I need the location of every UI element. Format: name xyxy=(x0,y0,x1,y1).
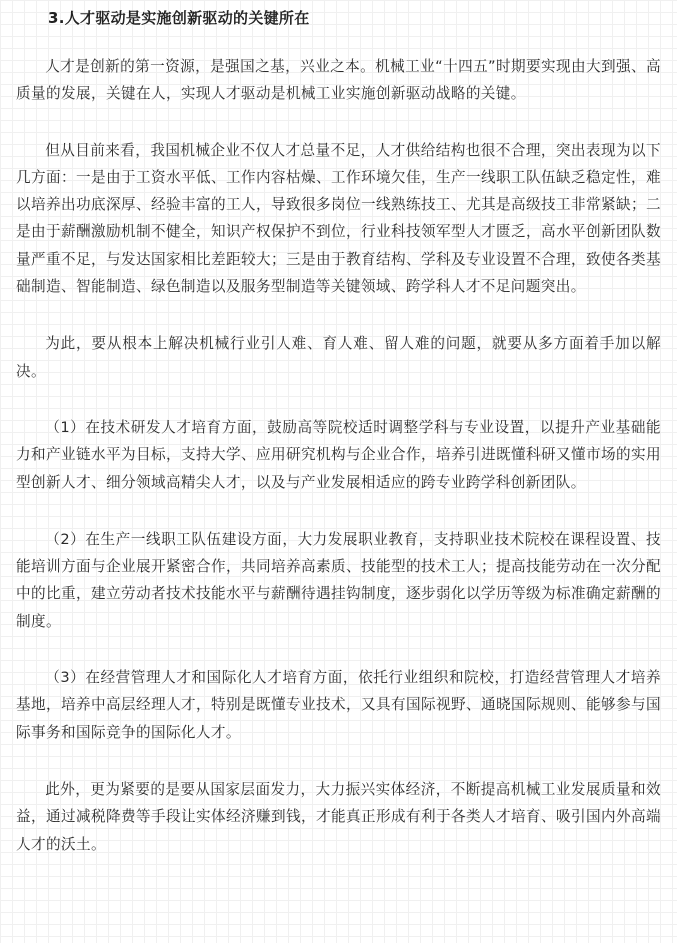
paragraph-frontline-workforce: （2）在生产一线职工队伍建设方面，大力发展职业教育，支持职业技术院校在课程设置、技能培训方面与企业展开紧密合作，共同培养高素质、技能型的技术工人；提高技能劳动在一次分配中的比重，建立劳动者技术技能水平与薪酬待遇挂钩制度，逐步弱化以学历等级为标准确定薪酬的制度。 xyxy=(16,530,661,630)
paragraph-national-level-support: 此外，更为紧要的是要从国家层面发力，大力振兴实体经济，不断提高机械工业发展质量和效益，通过减税降费等手段让实体经济赚到钱，才能真正形成有利于各类人才培育、吸引国内外高端人才的沃土。 xyxy=(16,780,661,853)
section-heading: 3.人才驱动是实施创新驱动的关键所在 xyxy=(48,9,310,27)
paragraph-current-problems: 但从目前来看，我国机械企业不仅人才总量不足，人才供给结构也很不合理，突出表现为以下几方面：一是由于工资水平低、工作内容枯燥、工作环境欠佳，生产一线职工队伍缺乏稳定性，难以培养出功底深厚、经验丰富的工人，导致很多岗位一线熟练技工、尤其是高级技工非常紧缺；二是由于薪酬激励机制不健全，知识产权保护不到位，行业科技领军型人才匮乏，高水平创新团队数量严重不足，与发达国家相比差距较大；三是由于教育结构、学科及专业设置不合理，致使各类基础制造、智能制造、绿色制造以及服务型制造等关键领域、跨学科人才不足问题突出。 xyxy=(16,141,661,296)
paragraph-management-international-talent: （3）在经营管理人才和国际化人才培育方面，依托行业组织和院校，打造经营管理人才培养基地，培养中高层经理人才，特别是既懂专业技术，又具有国际视野、通晓国际规则、能够参与国际事务和国际竞争的国际化人才。 xyxy=(16,669,661,741)
paragraph-solution-intro: 为此，要从根本上解决机械行业引人难、育人难、留人难的问题，就要从多方面着手加以解决。 xyxy=(16,335,661,380)
paragraph-rd-talent: （1）在技术研发人才培育方面，鼓励高等院校适时调整学科与专业设置，以提升产业基础能力和产业链水平为目标，支持大学、应用研究机构与企业合作，培养引进既懂科研又懂市场的实用型创新人才、细分领域高精尖人才，以及与产业发展相适应的跨专业跨学科创新团队。 xyxy=(16,418,661,491)
paragraph-talent-first-resource: 人才是创新的第一资源，是强国之基，兴业之本。机械工业“十四五”时期要实现由大到强、高质量的发展，关键在人，实现人才驱动是机械工业实施创新驱动战略的关键。 xyxy=(16,58,661,103)
